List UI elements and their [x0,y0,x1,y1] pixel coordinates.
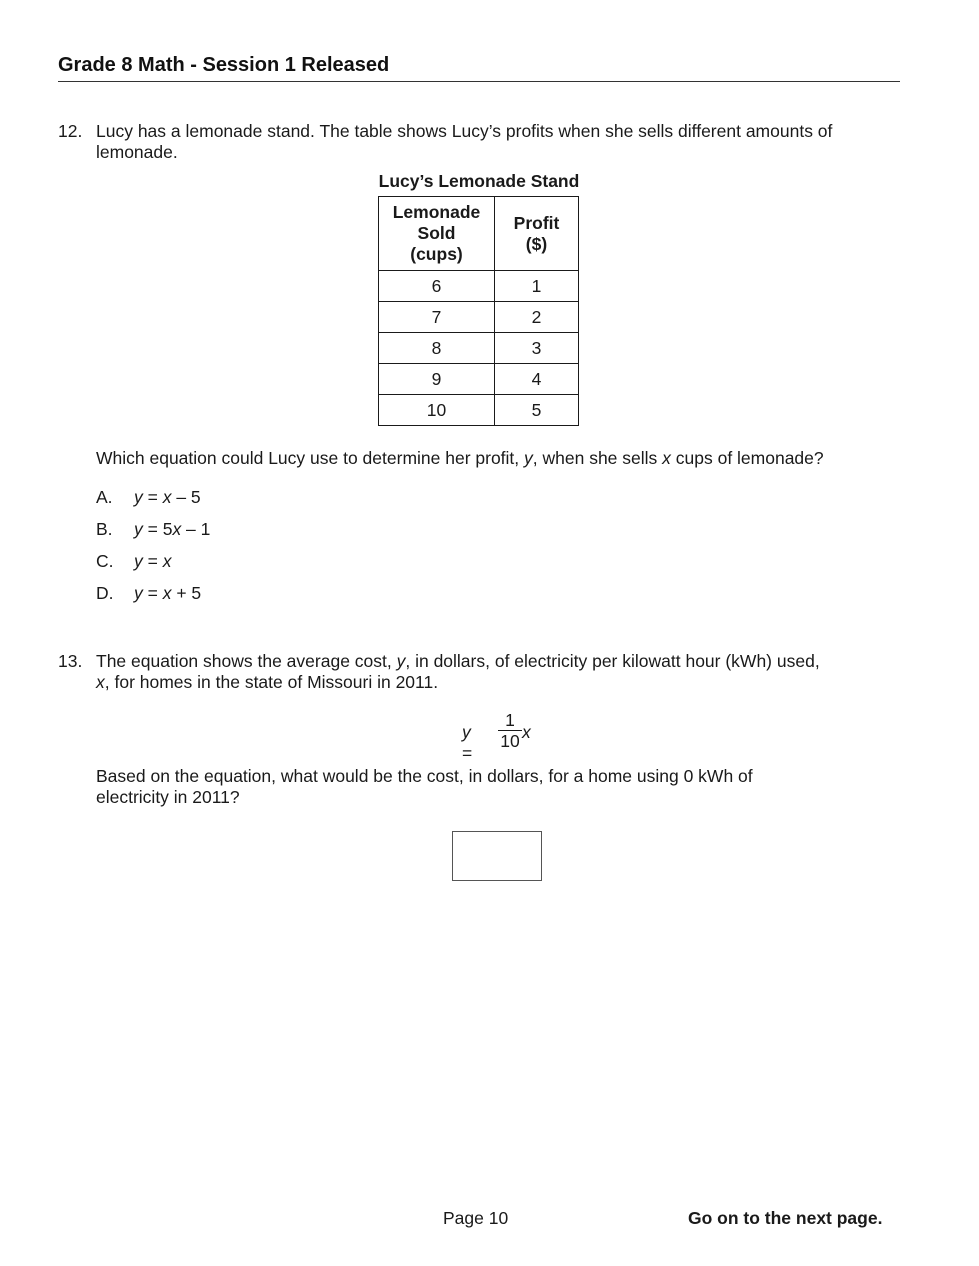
question-text: Lucy has a lemonade stand. The table shows Lucy’s profits when she sells different amounts of lemonade. [96,121,833,162]
lemonade-table [378,196,579,426]
question-prompt: Which equation could Lucy use to determine her profit, y, when she sells x cups of lemonade? [96,448,824,468]
question-text-line-1: The equation shows the average cost, y, in dollars, of electricity per kilowatt hour (kWh) used, [96,651,820,671]
question-text-line-2: x, for homes in the state of Missouri in 2011. [96,672,439,692]
header-profit: Profit ($) [495,197,579,271]
equation-variable-x: x [522,722,531,742]
cell-profit: 2 [495,302,579,333]
table-row [379,395,579,426]
cell-profit: 4 [495,364,579,395]
next-page-notice: Go on to the next page. [688,1208,883,1228]
fraction-numerator: 1 [505,710,515,730]
answer-input-box[interactable] [452,831,542,881]
header-lemonade-sold: Lemonade Sold (cups) [379,197,495,271]
table-row [379,271,579,302]
table-row [379,333,579,364]
question-prompt-line-2: electricity in 2011? [96,787,240,807]
question-number: 13. [58,651,83,671]
table-row [379,302,579,333]
table-row [379,364,579,395]
choice-b[interactable]: B. y = 5x – 1 [96,519,211,539]
cell-cups: 7 [379,302,495,333]
cell-cups: 10 [379,395,495,426]
choice-a[interactable]: A. y = x – 5 [96,487,201,507]
equation-fraction [498,710,522,751]
cell-cups: 8 [379,333,495,364]
question-number: 12. [58,121,83,141]
question-prompt-line-1: Based on the equation, what would be the cost, in dollars, for a home using 0 kWh of [96,766,753,786]
choice-c[interactable]: C. y = x [96,551,172,571]
cell-profit: 5 [495,395,579,426]
equation-lhs: y = [462,722,473,763]
cell-profit: 3 [495,333,579,364]
table-header-row [379,197,579,271]
page-header [58,54,900,82]
choice-d[interactable]: D. y = x + 5 [96,583,202,603]
cell-cups: 9 [379,364,495,395]
cell-profit: 1 [495,271,579,302]
fraction-denominator: 10 [500,731,520,751]
cell-cups: 6 [379,271,495,302]
table-title: Lucy’s Lemonade Stand [378,171,580,191]
page-number: Page 10 [443,1208,509,1228]
page-title: Grade 8 Math - Session 1 Released [58,54,390,76]
